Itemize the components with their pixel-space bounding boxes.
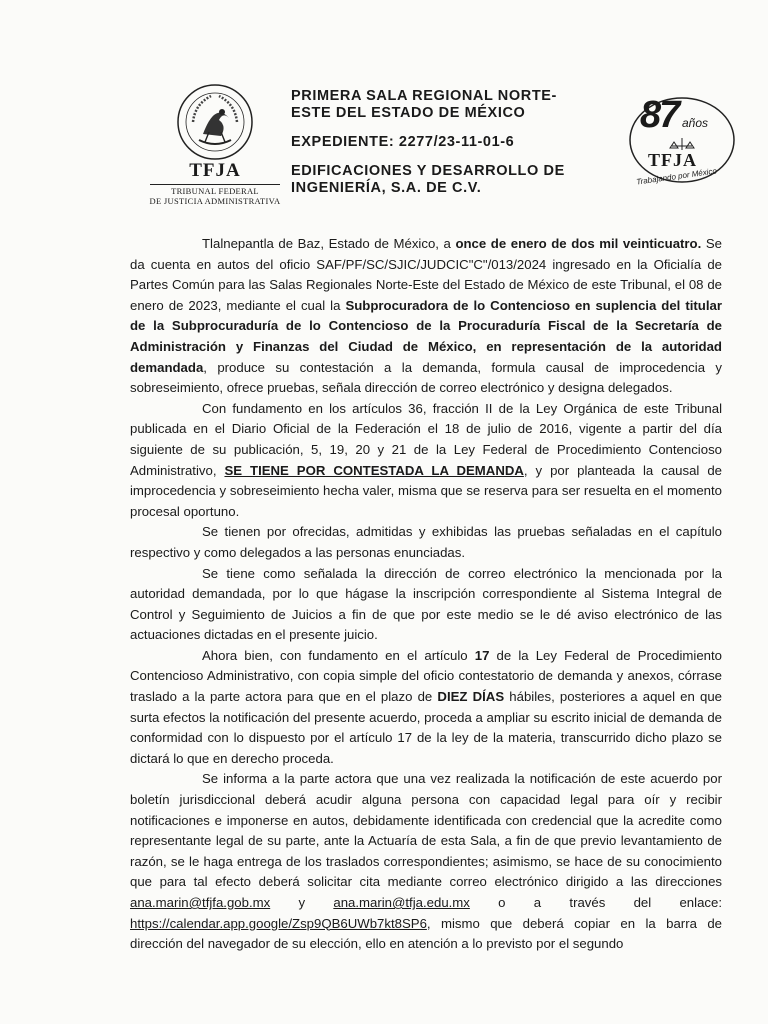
p2-text-a: Con fundamento en los artículos 36, fracción II de la Ley Orgánica de este Tribunal publicada en el Diario Oficial de la Federación el 18 de julio de 2016, vigente a partir del día siguiente de su publicación, 5, 19, 20 y 21 de la Ley Federal de Procedimiento Contencioso Administrativo,: [130, 400, 722, 478]
tfja-logo-left: [140, 82, 290, 206]
p1-text-c: Se da cuenta en autos del oficio SAF/PF/SC/SJIC/JUDCIC"C"/013/2024 ingresado en la Oficialía de Partes Común para las Salas Regionales Norte-Este del Estado de México de este Tribunal, el 08 de enero de 2023, mediante el cual la: [130, 236, 722, 313]
tfja-logo-name: TFJA: [189, 160, 241, 181]
sala-name: [291, 88, 606, 122]
paragraph-3: Se tienen por ofrecidas, admitidas y exhibidas las pruebas señaladas en el capítulo respectivo y como delegados a las personas enunciadas.: [130, 524, 722, 560]
p6-text-c: o a través del enlace:: [469, 895, 722, 910]
p5-article: 17: [474, 647, 490, 663]
paragraph-1: [130, 234, 722, 399]
paragraph-6: [130, 769, 722, 954]
email-link-2[interactable]: ana.marin@tfja.edu.mx: [333, 895, 470, 910]
p6-text-a: Se informa a la parte actora que una vez realizada la notificación de este acuerdo por boletín jurisdiccional deberá acudir alguna persona con capacidad legal para oír y recibir notificaciones e imponerse en autos, debidamente identificada con credencial que la acredite como representante legal de su parte, ante la Actuaría de esta Sala, a fin de que previo levantamiento de razón, se le haga entrega de los traslados correspondientes; asimismo, se hace de su conocimiento que para tal efecto deberá solicitar cita mediante correo electrónico dirigido a las direcciones: [130, 771, 722, 890]
p1-date: once de enero de dos mil veinticuatro.: [455, 236, 702, 251]
tfja-subtitle-2: DE JUSTICIA ADMINISTRATIVA: [149, 196, 281, 206]
sala-line-2: ESTE DEL ESTADO DE MÉXICO: [291, 105, 526, 121]
p5-term: DIEZ DÍAS: [437, 689, 505, 705]
party-name: [291, 163, 606, 197]
anniversary-logo: [626, 92, 744, 192]
paragraph-4: Se tiene como señalada la dirección de correo electrónico la mencionada por la autoridad demandada, por lo que hágase la inscripción correspondiente al Sistema Integral de Control y Seguimiento de Juicios a fin de que por este medio se le dé aviso electrónico de las actuaciones dictadas en el presente juicio.: [130, 565, 722, 643]
expediente-number: EXPEDIENTE: 2277/23-11-01-6: [291, 134, 515, 150]
paragraph-5: [130, 646, 722, 770]
p5-text-a: Ahora bien, con fundamento en el artículo: [202, 647, 475, 663]
party-line-1: EDIFICACIONES Y DESARROLLO DE: [291, 163, 565, 179]
party-line-2: INGENIERÍA, S.A. DE C.V.: [291, 180, 482, 196]
calendar-link[interactable]: https://calendar.app.google/Zsp9QB6UWb7kt8SP6: [130, 915, 427, 931]
paragraph-2: [130, 399, 722, 523]
p6-text-b: y: [270, 895, 334, 910]
document-body: [130, 234, 722, 955]
p6-text-d: , mismo que deberá copiar en la barra de dirección del navegador de su elección, ello en atención a lo previsto por el segundo: [130, 915, 722, 952]
p5-text-c: de la Ley Federal de Procedimiento Contencioso Administrativo, con copia simple del oficio contestatorio de demanda y anexos, córrase traslado a la parte actora para que en el plazo de: [130, 647, 723, 705]
document-header: [291, 88, 606, 209]
p2-resolution: SE TIENE POR CONTESTADA LA DEMANDA: [224, 462, 524, 478]
anniversary-slogan: Trabajando por México: [635, 166, 718, 187]
email-link-1[interactable]: ana.marin@tfjfa.gob.mx: [130, 895, 271, 910]
p1-authority: Subprocuradora de lo Contencioso en suplencia del titular de la Subprocuraduría de lo Contencioso de la Procuraduría Fiscal de la Secretaría de Administración y Finanzas del Ciudad de México, en representación de la autoridad demandada: [130, 297, 722, 375]
anniversary-number: 87: [640, 94, 679, 136]
mexican-coat-of-arms-icon: [175, 82, 255, 162]
anniversary-years: años: [682, 116, 709, 130]
anniversary-tfja: TFJA: [648, 150, 697, 170]
p5-text-e: hábiles, posteriores a aquel en que surta efectos la notificación del presente acuerdo, proceda a ampliar su escrito inicial de demanda de conformidad con lo dispuesto por el artículo 17 de la ley de la materia, transcurrido dicho plazo se dictará lo que en derecho proceda.: [130, 689, 722, 766]
p1-text-e: , produce su contestación a la demanda, formula causal de improcedencia y sobreseimiento, ofrece pruebas, señala dirección de correo electrónico y designa delegados.: [130, 359, 722, 396]
logo-divider: [150, 184, 280, 185]
sala-line-1: PRIMERA SALA REGIONAL NORTE-: [291, 88, 557, 104]
p1-text-a: Tlalnepantla de Baz, Estado de México, a: [202, 236, 456, 251]
p2-text-c: , y por planteada la causal de improcedencia y sobreseimiento hecha valer, misma que se reserva para ser resuelta en el momento procesal oportuno.: [130, 462, 722, 519]
tfja-subtitle-1: TRIBUNAL FEDERAL: [171, 186, 259, 196]
